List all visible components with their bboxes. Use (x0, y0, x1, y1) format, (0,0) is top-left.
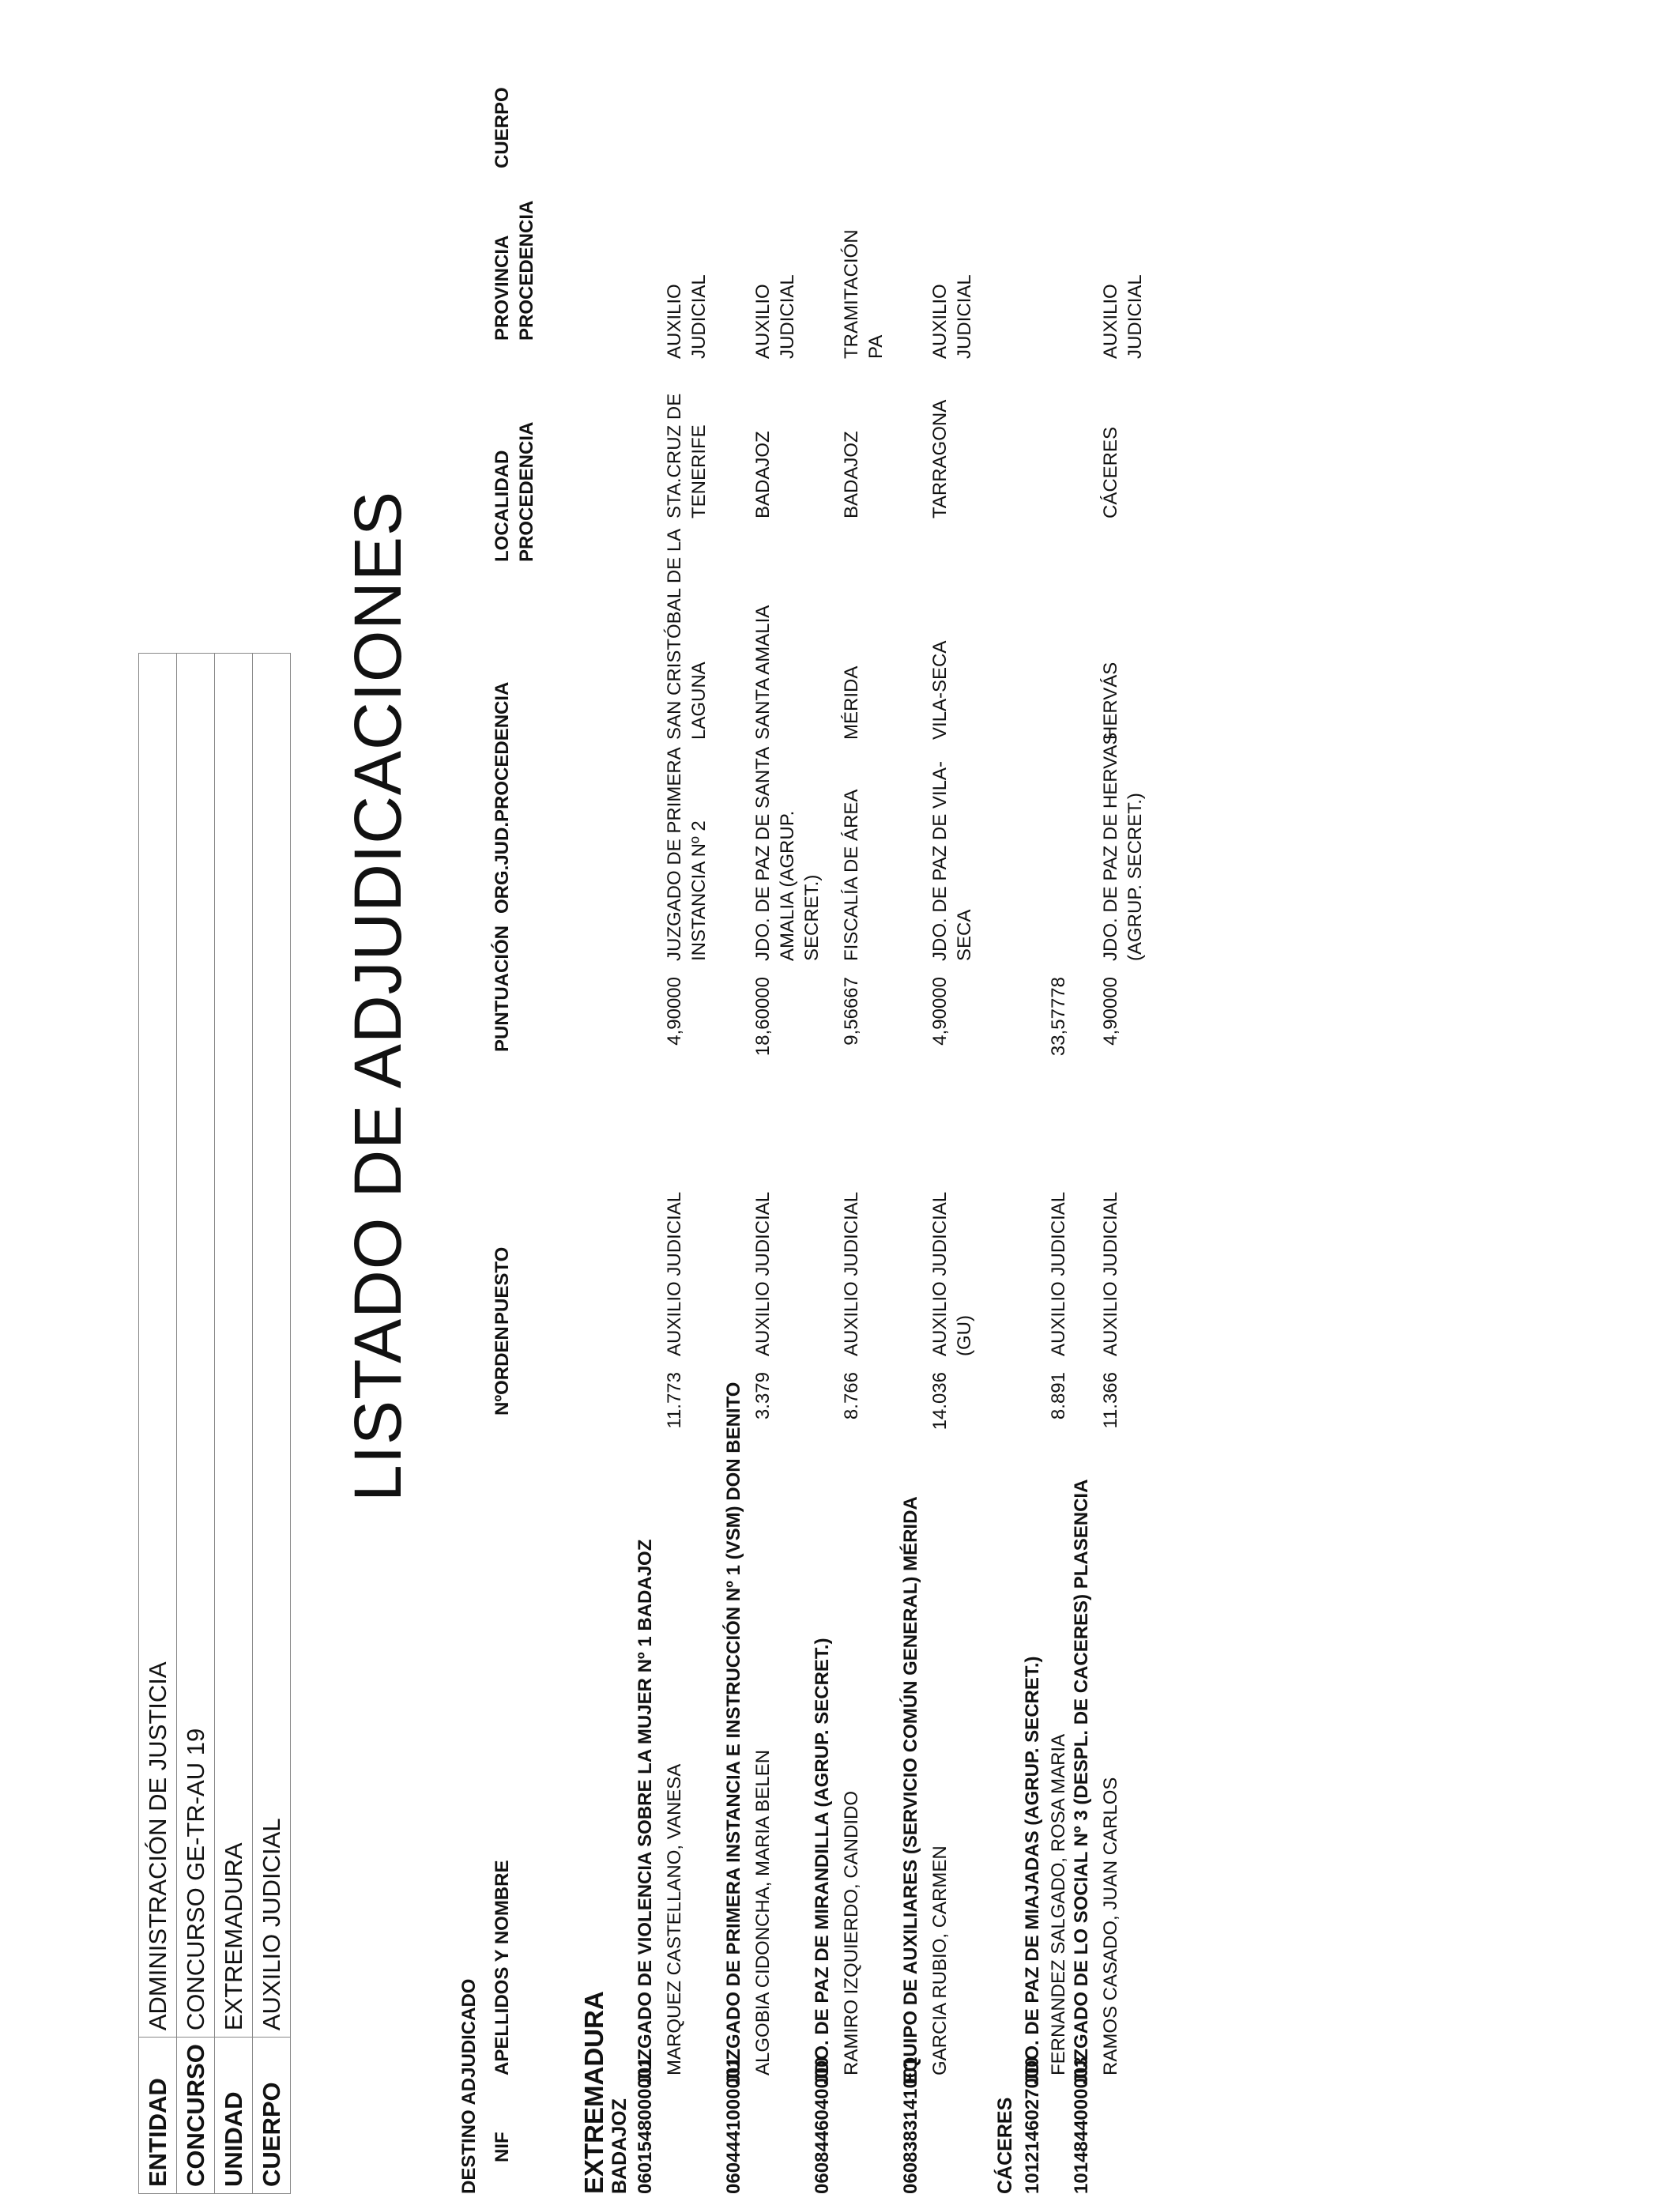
province-heading: BADAJOZ (608, 2098, 631, 2194)
destination-code: 0601548000001 (635, 2056, 656, 2194)
col-header-puesto: PUESTO (492, 1246, 513, 1325)
cell-cuerpo: TRAMITACIÓN PA (841, 229, 887, 359)
cell-orden: 14.036 (929, 1372, 951, 1431)
cell-localidad: VILA-SECA (929, 640, 951, 740)
destination-heading (1071, 1480, 1093, 2194)
cell-localidad: SANTA AMALIA (752, 605, 774, 740)
cell-nombre: MARQUEZ CASTELLANO, VANESA (664, 1763, 685, 2075)
col-header-cuerpo: CUERPO (492, 87, 513, 168)
destination-heading (1022, 1656, 1044, 2194)
cell-puesto: AUXILIO JUDICIAL (664, 1191, 685, 1356)
destination-name: EQUIPO DE AUXILIARES (SERVICIO COMÚN GENERAL) MÉRIDA (900, 1496, 921, 2085)
cell-provincia: BADAJOZ (752, 431, 774, 518)
destination-code: 1014844000003 (1071, 2056, 1092, 2194)
province-heading: CÁCERES (994, 2097, 1016, 2194)
region-heading: EXTREMADURA (579, 1991, 608, 2194)
header-value: AUXILIO JUDICIAL (253, 654, 291, 2038)
header-value: ADMINISTRACIÓN DE JUSTICIA (139, 654, 177, 2038)
header-label: CUERPO (253, 2038, 291, 2194)
cell-nombre: RAMIRO IZQUIERDO, CANDIDO (841, 1790, 862, 2075)
destination-name: JUZGADO DE LO SOCIAL Nº 3 (DESPL. DE CACERES) PLASENCIA (1071, 1479, 1092, 2085)
cell-orden: 8.891 (1048, 1372, 1069, 1420)
col-header-org: ORG.JUD.PROCEDENCIA (492, 681, 513, 914)
destination-code: 1012146027000 (1022, 2056, 1043, 2194)
destination-heading (723, 1382, 745, 2194)
col-header-nombre: APELLIDOS Y NOMBRE (492, 1860, 513, 2075)
cell-orden: 11.773 (664, 1372, 685, 1429)
header-label: UNIDAD (215, 2038, 253, 2194)
destination-heading (812, 1638, 834, 2194)
col-header-orden: NºORDEN (492, 1326, 513, 1416)
destination-code: 0608446040000 (812, 2056, 833, 2194)
cell-org: FISCALÍA DE ÁREA (841, 789, 862, 961)
cell-puesto: AUXILIO JUDICIAL (1048, 1191, 1069, 1356)
cell-puntuacion: 9,56667 (841, 977, 862, 1046)
cell-localidad: HERVÁS (1100, 662, 1121, 740)
cell-orden: 11.366 (1100, 1372, 1121, 1429)
cell-provincia: CÁCERES (1100, 426, 1121, 518)
destination-code: 0608383141001 (900, 2056, 921, 2194)
destino-label: DESTINO ADJUDICADO (458, 1978, 480, 2194)
cell-puntuacion: 18,60000 (752, 977, 774, 1057)
cell-puntuacion: 4,90000 (1100, 977, 1121, 1046)
header-row-concurso (177, 654, 215, 2194)
cell-orden: 8.766 (841, 1372, 862, 1420)
cell-puntuacion: 33,57778 (1048, 977, 1069, 1057)
cell-org: JDO. DE PAZ DE SANTA AMALIA (AGRUP. SECRET.) (752, 748, 823, 961)
cell-puntuacion: 4,90000 (664, 977, 685, 1046)
cell-nombre: GARCIA RUBIO, CARMEN (929, 1845, 951, 2075)
col-header-nif: NIF (492, 2132, 513, 2162)
cell-nombre: FERNANDEZ SALGADO, ROSA MARIA (1048, 1733, 1069, 2075)
header-label: ENTIDAD (139, 2038, 177, 2194)
cell-nombre: ALGOBIA CIDONCHA, MARIA BELEN (752, 1749, 774, 2075)
cell-cuerpo: AUXILIO JUDICIAL (1100, 274, 1146, 359)
destination-name: JUZGADO DE PRIMERA INSTANCIA E INSTRUCCIÓN Nº 1 (VSM) DON BENITO (723, 1382, 744, 2085)
destination-name: JDO. DE PAZ DE MIRANDILLA (AGRUP. SECRET.) (812, 1638, 833, 2085)
destination-heading (900, 1496, 922, 2194)
cell-cuerpo: AUXILIO JUDICIAL (664, 274, 710, 359)
cell-provincia: TARRAGONA (929, 399, 951, 518)
cell-orden: 3.379 (752, 1372, 774, 1420)
cell-puesto: AUXILIO JUDICIAL (752, 1191, 774, 1356)
cell-org: JDO. DE PAZ DE HERVAS (AGRUP. SECRET.) (1100, 732, 1146, 961)
destination-name: JUZGADO DE VIOLENCIA SOBRE LA MUJER Nº 1 BADAJOZ (635, 1539, 656, 2085)
destination-name: JDO. DE PAZ DE MIAJADAS (AGRUP. SECRET.) (1022, 1656, 1043, 2085)
cell-cuerpo: AUXILIO JUDICIAL (752, 274, 798, 359)
header-row-unidad (215, 654, 253, 2194)
cell-localidad: SAN CRISTÓBAL DE LA LAGUNA (664, 530, 710, 740)
cell-nombre: RAMOS CASADO, JUAN CARLOS (1100, 1777, 1121, 2075)
header-info-table (138, 653, 291, 2194)
header-row-cuerpo (253, 654, 291, 2194)
col-header-localidad: LOCALIDAD PROCEDENCIA (492, 421, 537, 562)
cell-puesto: AUXILIO JUDICIAL (GU) (929, 1192, 975, 1356)
page-title: LISTADO DE ADJUDICACIONES (341, 490, 415, 1502)
destination-code: 0604441000001 (723, 2056, 744, 2194)
header-value: EXTREMADURA (215, 654, 253, 2038)
cell-puesto: AUXILIO JUDICIAL (1100, 1191, 1121, 1356)
cell-cuerpo: AUXILIO JUDICIAL (929, 274, 975, 359)
header-row-entidad (139, 654, 177, 2194)
cell-org: JUZGADO DE PRIMERA INSTANCIA Nº 2 (664, 748, 710, 961)
cell-puesto: AUXILIO JUDICIAL (841, 1191, 862, 1356)
destination-heading (635, 1540, 657, 2194)
cell-org: JDO. DE PAZ DE VILA-SECA (929, 761, 975, 961)
header-value: CONCURSO GE-TR-AU 19 (177, 654, 215, 2038)
cell-provincia: STA.CRUZ DE TENERIFE (664, 393, 710, 518)
cell-puntuacion: 4,90000 (929, 977, 951, 1046)
header-label: CONCURSO (177, 2038, 215, 2194)
cell-localidad: MÉRIDA (841, 665, 862, 740)
col-header-puntuacion: PUNTUACIÓN (492, 925, 513, 1052)
col-header-provincia: PROVINCIA PROCEDENCIA (492, 200, 537, 341)
cell-provincia: BADAJOZ (841, 431, 862, 518)
